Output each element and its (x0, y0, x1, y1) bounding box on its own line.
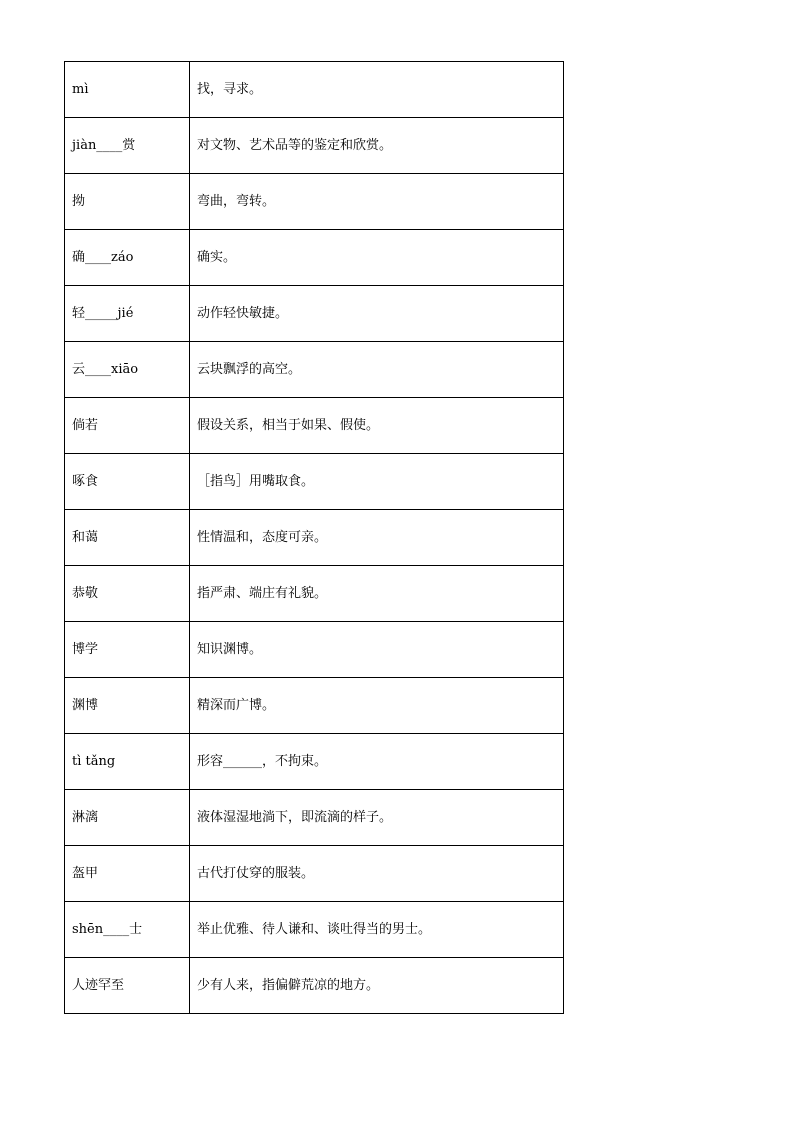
term-cell: 确____záo (65, 230, 190, 286)
term-cell: 人迹罕至 (65, 958, 190, 1014)
term-cell: 盔甲 (65, 846, 190, 902)
term-cell: mì (65, 62, 190, 118)
table-row (65, 790, 564, 846)
table-row (65, 678, 564, 734)
definition-cell: 举止优雅、待人谦和、谈吐得当的男士。 (190, 902, 564, 958)
definition-cell: 云块飘浮的高空。 (190, 342, 564, 398)
table-row (65, 286, 564, 342)
table-row (65, 734, 564, 790)
table-row (65, 566, 564, 622)
definition-cell: 假设关系，相当于如果、假使。 (190, 398, 564, 454)
table-row (65, 398, 564, 454)
definition-cell: 液体湿湿地淌下，即流滴的样子。 (190, 790, 564, 846)
definition-cell: 性情温和，态度可亲。 (190, 510, 564, 566)
table-row (65, 846, 564, 902)
term-cell: 轻_____jié (65, 286, 190, 342)
definition-cell: 精深而广博。 (190, 678, 564, 734)
definition-cell: 古代打仗穿的服装。 (190, 846, 564, 902)
term-cell: 拗 (65, 174, 190, 230)
table-row (65, 958, 564, 1014)
term-cell: shēn____士 (65, 902, 190, 958)
term-cell: 恭敬 (65, 566, 190, 622)
table-row (65, 118, 564, 174)
term-cell: tì tǎng (65, 734, 190, 790)
definition-cell: ［指鸟］用嘴取食。 (190, 454, 564, 510)
table-row (65, 62, 564, 118)
table-row (65, 230, 564, 286)
definition-cell: 对文物、艺术品等的鉴定和欣赏。 (190, 118, 564, 174)
table-row (65, 902, 564, 958)
table-row (65, 510, 564, 566)
definition-cell: 确实。 (190, 230, 564, 286)
term-cell: 博学 (65, 622, 190, 678)
table-row (65, 174, 564, 230)
definition-cell: 少有人来，指偏僻荒凉的地方。 (190, 958, 564, 1014)
definition-cell: 指严肃、端庄有礼貌。 (190, 566, 564, 622)
definition-cell: 弯曲，弯转。 (190, 174, 564, 230)
table-row (65, 622, 564, 678)
term-cell: 渊博 (65, 678, 190, 734)
table-row (65, 342, 564, 398)
vocabulary-table (64, 61, 564, 1014)
term-cell: 倘若 (65, 398, 190, 454)
term-cell: jiàn____赏 (65, 118, 190, 174)
term-cell: 淋漓 (65, 790, 190, 846)
table-row (65, 454, 564, 510)
definition-cell: 动作轻快敏捷。 (190, 286, 564, 342)
definition-cell: 形容______，不拘束。 (190, 734, 564, 790)
term-cell: 和蔼 (65, 510, 190, 566)
definition-cell: 找，寻求。 (190, 62, 564, 118)
definition-cell: 知识渊博。 (190, 622, 564, 678)
term-cell: 云____xiāo (65, 342, 190, 398)
term-cell: 啄食 (65, 454, 190, 510)
